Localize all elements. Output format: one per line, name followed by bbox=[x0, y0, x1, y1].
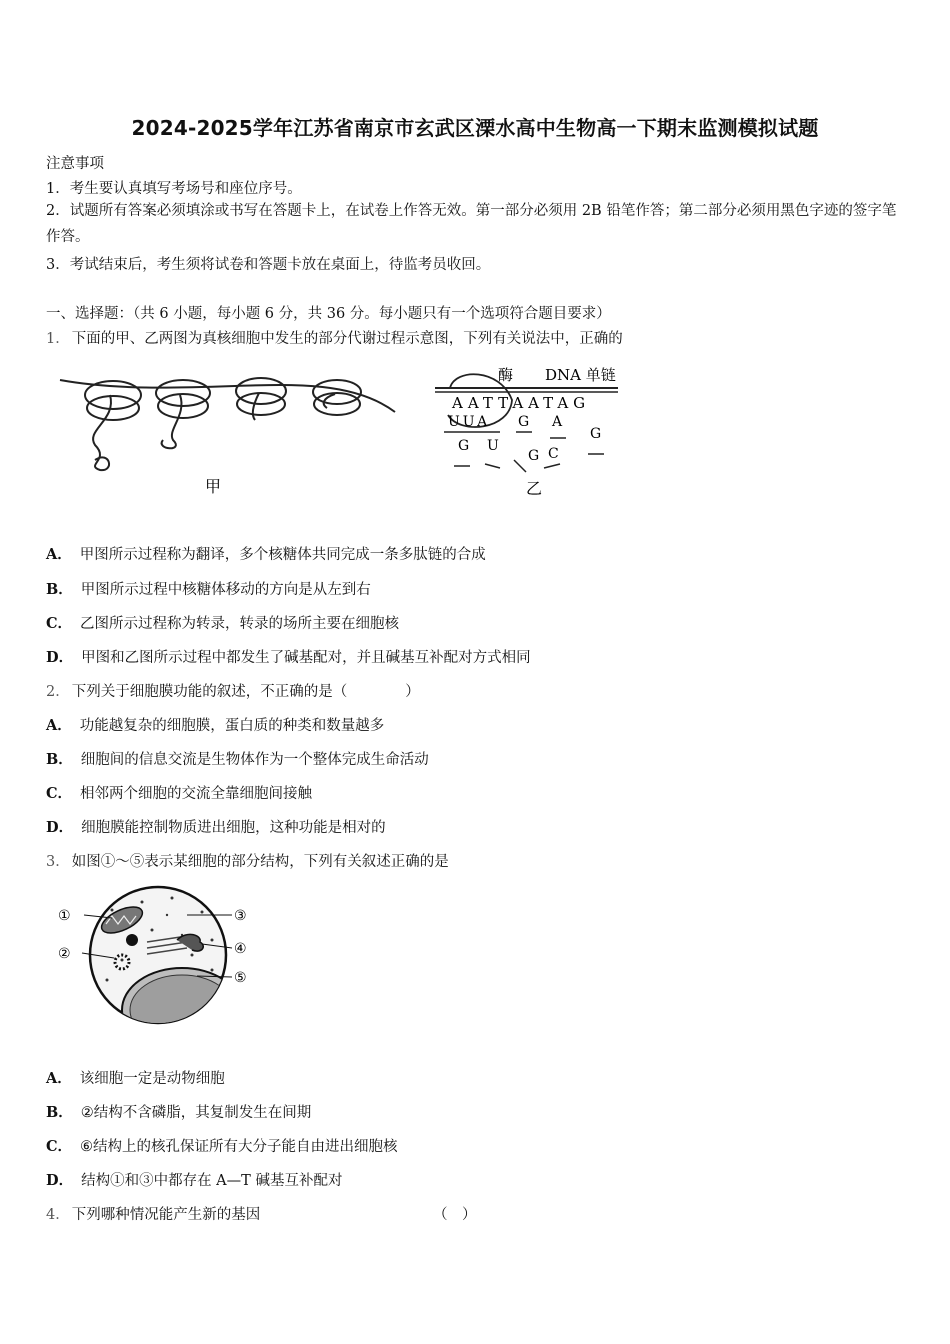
figure-translation-jia bbox=[55, 360, 405, 505]
option-a: A． 功能越复杂的细胞膜，蛋白质的种类和数量越多 bbox=[46, 717, 385, 734]
cell-label-4: ④ bbox=[234, 941, 247, 957]
rna-bases: UUA bbox=[448, 414, 491, 430]
cell-label-1: ① bbox=[58, 908, 71, 924]
option-d: D． 细胞膜能控制物质进出细胞，这种功能是相对的 bbox=[46, 819, 386, 836]
free-base: C bbox=[548, 446, 559, 462]
notice-item: 2．试题所有答案必须填涂或书写在答题卡上，在试卷上作答无效。第一部分必须用 2B 铅笔作答；第二部分必须用黑色字迹的签字笔作答。 bbox=[46, 203, 897, 245]
question-stem: 下面的甲、乙两图为真核细胞中发生的部分代谢过程示意图，下列有关说法中，正确的 bbox=[71, 331, 623, 347]
free-base: G bbox=[458, 438, 470, 454]
free-base: G bbox=[590, 426, 602, 442]
option-b: B． 细胞间的信息交流是生物体作为一个整体完成生命活动 bbox=[46, 751, 429, 768]
notice-heading: 注意事项 bbox=[46, 156, 104, 172]
answer-blank: （ ） bbox=[433, 1207, 477, 1223]
figure-label-yi: 乙 bbox=[526, 479, 543, 498]
free-base: A bbox=[552, 414, 563, 430]
free-base: U bbox=[487, 438, 499, 454]
option-c: C． 乙图所示过程称为转录，转录的场所主要在细胞核 bbox=[46, 615, 400, 632]
figure-label-jia: 甲 bbox=[205, 477, 222, 496]
enzyme-label: 酶 bbox=[498, 366, 514, 384]
cell-label-2: ② bbox=[58, 946, 71, 962]
question-number: 1． bbox=[46, 331, 70, 347]
notice-item: 1．考生要认真填写考场号和座位序号。 bbox=[46, 181, 302, 197]
option-c: C． 相邻两个细胞的交流全靠细胞间接触 bbox=[46, 785, 313, 802]
option-a: A． 甲图所示过程称为翻译，多个核糖体共同完成一条多肽链的合成 bbox=[46, 546, 486, 563]
section-heading: 一、选择题：（共 6 小题，每小题 6 分，共 36 分。每小题只有一个选项符合题目要求） bbox=[46, 306, 611, 322]
question-stem: 下列哪种情况能产生新的基因 bbox=[71, 1207, 261, 1223]
option-d: D． 结构①和③中都存在 A—T 碱基互补配对 bbox=[46, 1172, 343, 1189]
question-2 bbox=[46, 680, 420, 701]
option-a: A． 该细胞一定是动物细胞 bbox=[46, 1070, 225, 1087]
dna-bases: AATTAATAG bbox=[452, 394, 591, 412]
free-base: G bbox=[518, 414, 530, 430]
cell-label-3: ③ bbox=[234, 908, 247, 924]
dna-strand-label: DNA 单链 bbox=[545, 366, 616, 384]
option-b: B． ②结构不含磷脂，其复制发生在间期 bbox=[46, 1104, 312, 1121]
question-number: 4． bbox=[46, 1207, 70, 1223]
question-number: 3． bbox=[46, 854, 70, 870]
cell-label-5: ⑤ bbox=[234, 970, 247, 986]
question-stem: 下列关于细胞膜功能的叙述，不正确的是（ ） bbox=[71, 684, 420, 700]
page-title: 2024-2025学年江苏省南京市玄武区溧水高中生物高一下期末监测模拟试题 bbox=[131, 116, 819, 140]
figure-cell-structure bbox=[52, 880, 267, 1030]
question-number: 2． bbox=[46, 684, 70, 700]
question-4 bbox=[46, 1203, 260, 1224]
question-3 bbox=[46, 850, 449, 871]
figure-transcription-yi bbox=[430, 360, 650, 500]
question-stem: 如图①～⑤表示某细胞的部分结构，下列有关叙述正确的是 bbox=[71, 854, 449, 870]
option-d: D． 甲图和乙图所示过程中都发生了碱基配对，并且碱基互补配对方式相同 bbox=[46, 649, 531, 666]
question-1 bbox=[46, 327, 623, 348]
option-c: C． ⑥结构上的核孔保证所有大分子能自由进出细胞核 bbox=[46, 1138, 398, 1155]
free-base: G bbox=[528, 448, 540, 464]
notice-item: 3．考试结束后，考生须将试卷和答题卡放在桌面上，待监考员收回。 bbox=[46, 257, 491, 273]
option-b: B． 甲图所示过程中核糖体移动的方向是从左到右 bbox=[46, 581, 371, 598]
